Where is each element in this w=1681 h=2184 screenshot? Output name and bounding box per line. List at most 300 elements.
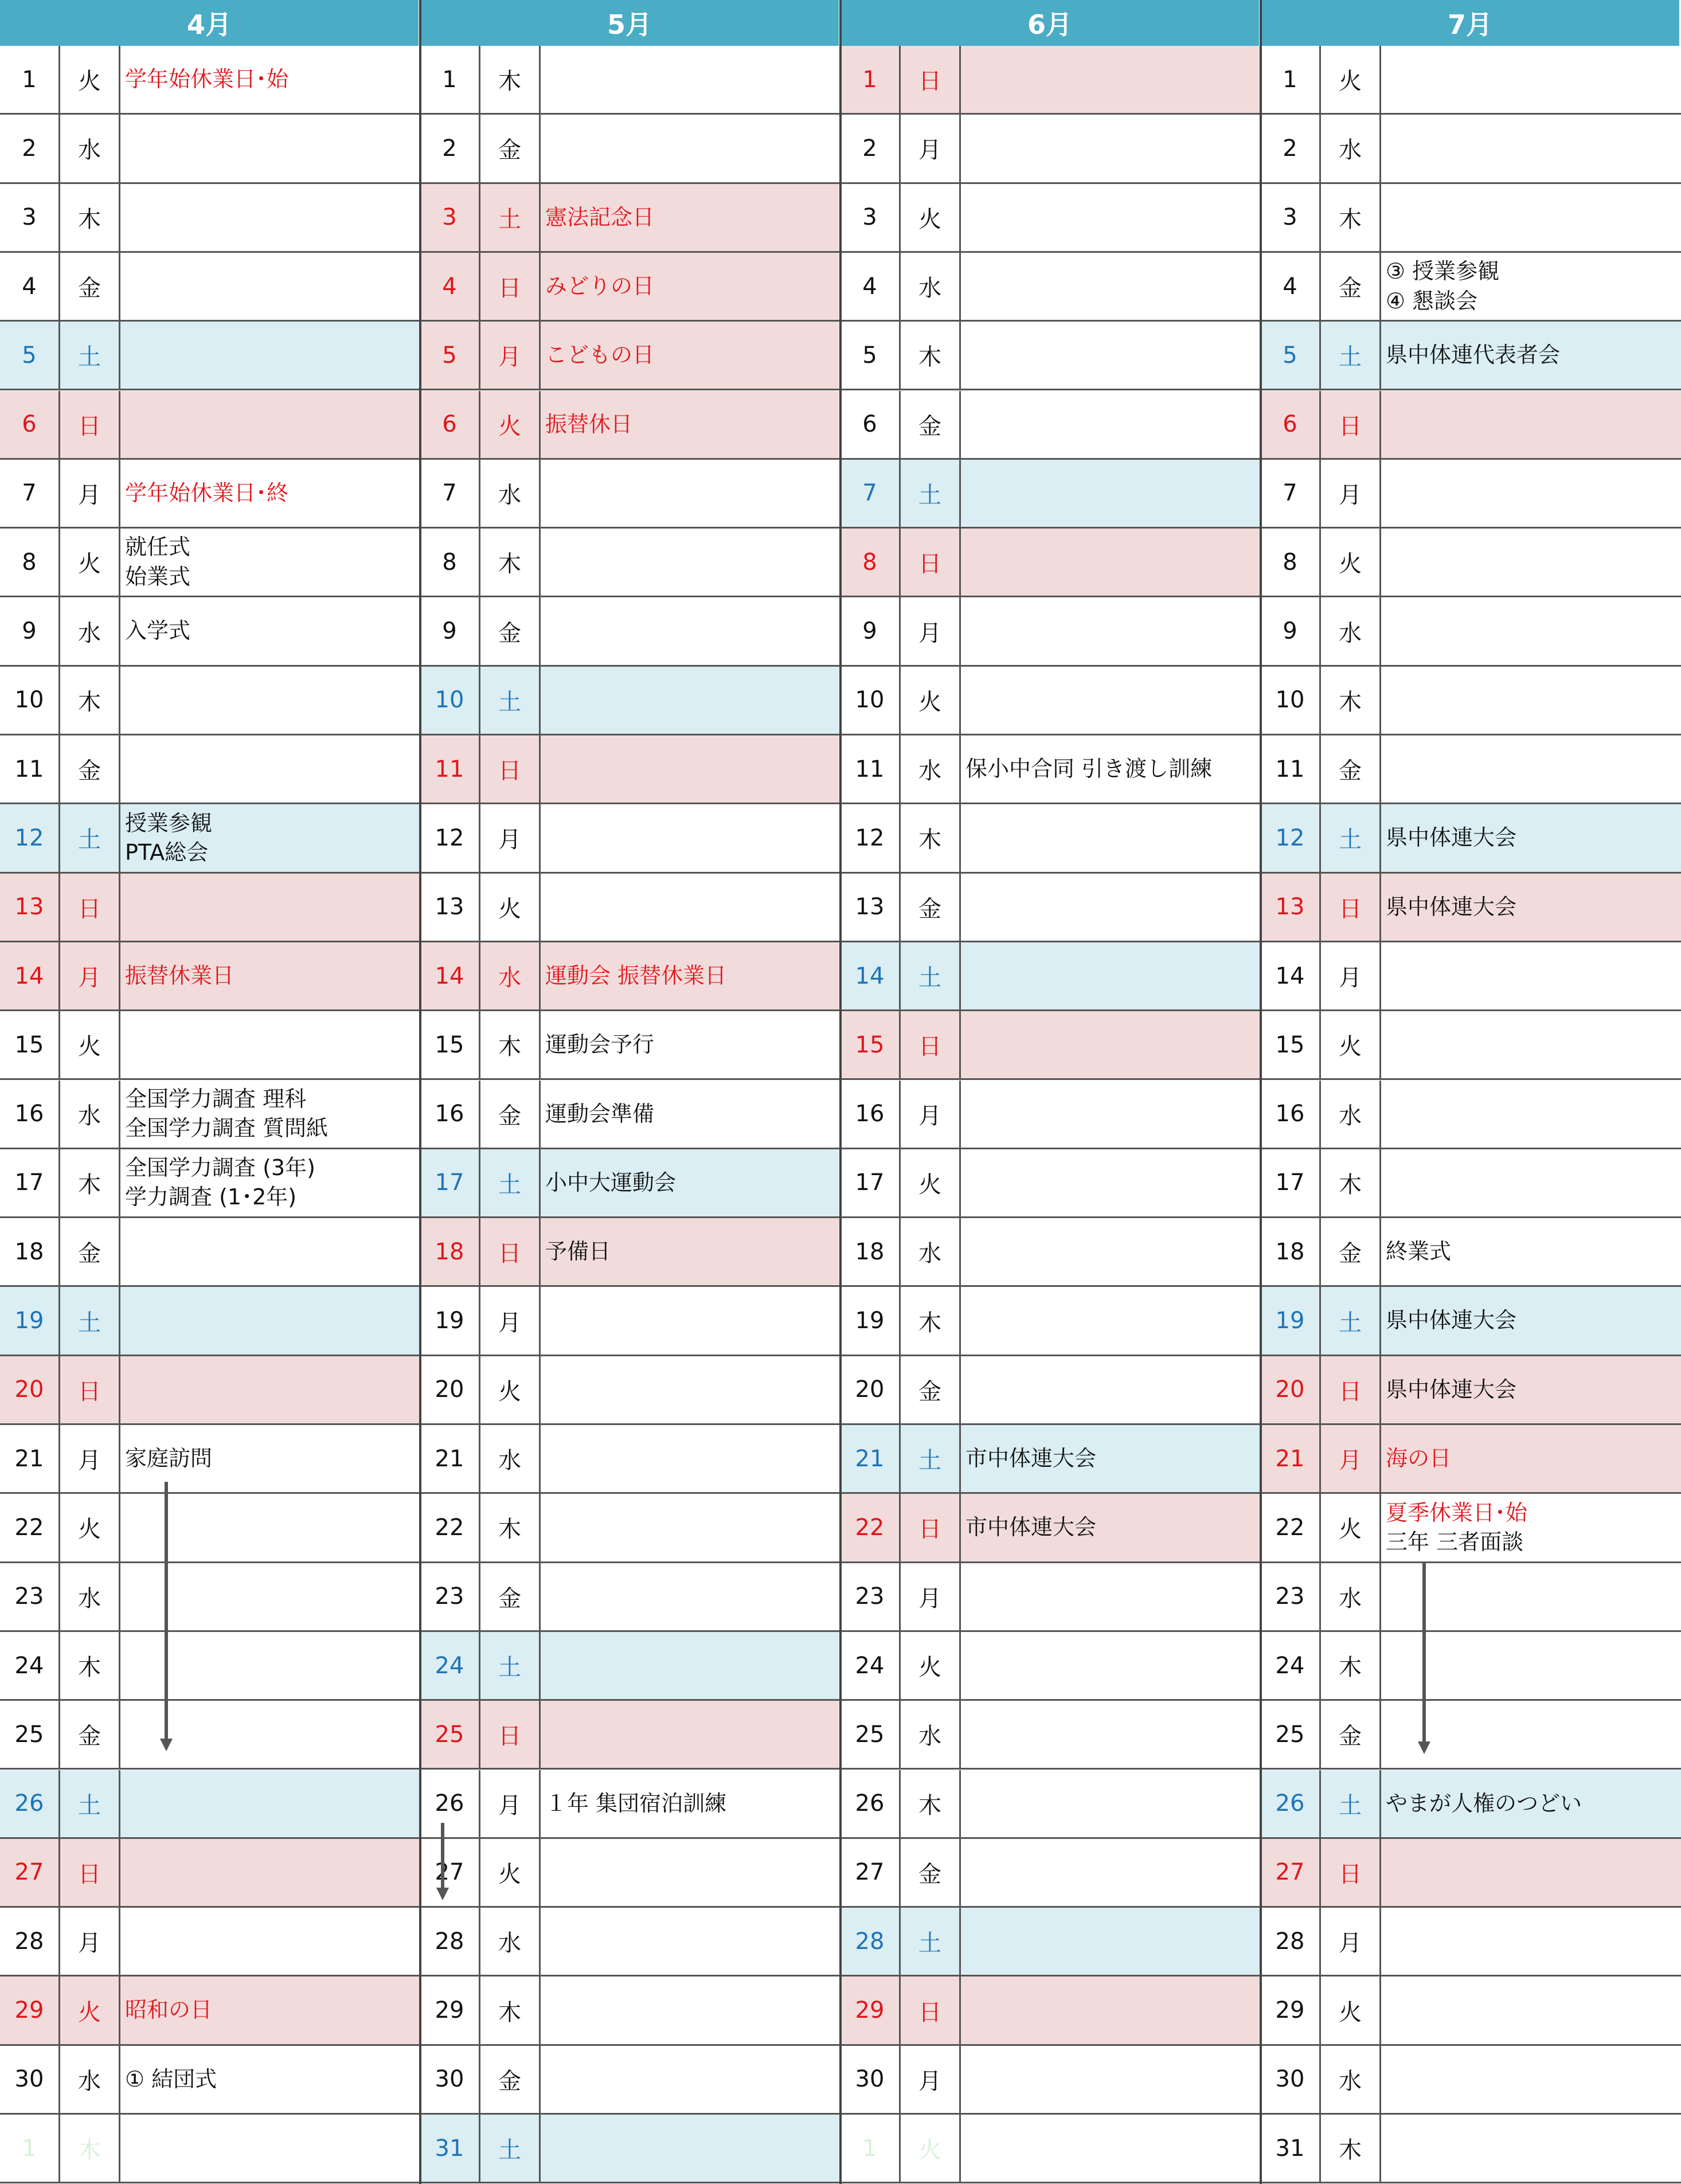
event-cell	[1381, 667, 1681, 734]
event-cell	[1381, 735, 1681, 803]
event-text: 県中体連大会	[1386, 1308, 1517, 1333]
weekday: 水	[60, 1563, 120, 1630]
weekday: 月	[60, 1425, 120, 1492]
day-number: 2	[1261, 115, 1321, 182]
event-cell	[541, 1081, 840, 1148]
event-text: やまが人権のつどい	[1386, 1790, 1582, 1816]
day-row	[840, 1908, 1261, 1976]
weekday: 水	[480, 942, 541, 1009]
day-row	[420, 253, 840, 322]
event-cell	[541, 2046, 840, 2113]
event-cell	[1381, 1425, 1681, 1492]
day-row	[0, 874, 420, 942]
day-row	[0, 804, 420, 873]
event-cell	[961, 1149, 1261, 1216]
weekday: 水	[1321, 1081, 1381, 1148]
event-cell	[541, 942, 840, 1009]
weekday: 火	[1321, 1976, 1381, 2044]
weekday: 金	[1321, 1701, 1381, 1768]
interview-arrow-icon	[1413, 1562, 1436, 1756]
event-cell	[1381, 460, 1681, 527]
weekday: 日	[1321, 874, 1381, 941]
day-row	[1261, 184, 1681, 253]
day-number: 2	[420, 115, 480, 182]
weekday: 木	[480, 46, 541, 113]
day-row	[1261, 804, 1681, 873]
event-cell	[541, 46, 840, 113]
day-number: 29	[1261, 1976, 1321, 2044]
event-text: みどりの日	[545, 273, 655, 299]
event-cell	[541, 1494, 840, 1561]
weekday: 火	[901, 1149, 961, 1216]
weekday: 土	[480, 2115, 541, 2182]
event-cell	[1381, 1494, 1681, 1561]
day-number: 30	[420, 2046, 480, 2113]
day-number: 15	[1261, 1011, 1321, 1078]
day-row	[420, 115, 840, 183]
event-text: 授業参観	[125, 810, 213, 836]
event-cell	[961, 1701, 1261, 1768]
weekday: 金	[901, 1839, 961, 1906]
day-row	[840, 804, 1261, 873]
day-row	[0, 1563, 420, 1632]
day-number: 21	[420, 1425, 480, 1492]
day-number: 15	[0, 1011, 60, 1078]
day-number: 5	[0, 322, 60, 389]
event-cell	[1381, 1770, 1681, 1837]
event-cell	[961, 184, 1261, 251]
day-row	[0, 391, 420, 460]
day-row	[840, 529, 1261, 597]
weekday: 金	[901, 874, 961, 941]
day-row	[0, 1839, 420, 1908]
event-cell	[120, 1839, 420, 1906]
day-row	[840, 391, 1261, 460]
event-cell	[120, 1149, 420, 1216]
day-row	[420, 1494, 840, 1563]
event-cell	[120, 1356, 420, 1423]
day-row	[420, 597, 840, 666]
day-row	[1261, 1770, 1681, 1839]
day-number: 11	[840, 735, 901, 803]
weekday: 火	[480, 391, 541, 458]
event-cell	[541, 874, 840, 941]
day-row	[420, 2115, 840, 2183]
weekday: 水	[480, 1908, 541, 1975]
weekday: 日	[901, 1494, 961, 1561]
event-text: 振替休業日	[125, 962, 234, 988]
day-row	[420, 391, 840, 460]
event-cell	[120, 1081, 420, 1148]
event-cell	[541, 1287, 840, 1354]
event-cell	[1381, 2046, 1681, 2113]
event-cell	[120, 597, 420, 664]
day-row	[0, 1011, 420, 1080]
training-arrow-icon	[431, 1823, 454, 1903]
day-row	[1261, 1632, 1681, 1701]
day-row	[420, 667, 840, 735]
weekday: 水	[1321, 1563, 1381, 1630]
weekday: 水	[901, 735, 961, 803]
day-row	[1261, 391, 1681, 460]
weekday: 木	[1321, 2115, 1381, 2182]
event-cell	[120, 322, 420, 389]
event-cell	[120, 115, 420, 182]
event-cell	[120, 529, 420, 596]
day-row	[840, 460, 1261, 529]
day-row	[1261, 1701, 1681, 1770]
day-row	[840, 1287, 1261, 1356]
day-row	[1261, 1149, 1681, 1218]
day-number: 1	[1261, 46, 1321, 113]
month-header: 7月	[1261, 0, 1681, 46]
day-number: 27	[420, 1839, 480, 1906]
day-number: 7	[840, 460, 901, 527]
day-row	[1261, 2115, 1681, 2183]
event-cell	[961, 874, 1261, 941]
event-cell	[961, 1839, 1261, 1906]
day-number: 4	[0, 253, 60, 320]
day-row	[420, 1218, 840, 1287]
day-row	[840, 1218, 1261, 1287]
event-cell	[1381, 322, 1681, 389]
day-row	[840, 2046, 1261, 2115]
day-row	[420, 804, 840, 873]
day-number: 3	[840, 184, 901, 251]
day-row	[0, 1770, 420, 1839]
day-row	[0, 1218, 420, 1287]
event-cell	[1381, 1287, 1681, 1354]
weekday: 金	[480, 115, 541, 182]
event-text: 昭和の日	[125, 1997, 213, 2023]
event-cell	[961, 1494, 1261, 1561]
day-number: 5	[840, 322, 901, 389]
weekday: 日	[60, 1839, 120, 1906]
day-row	[1261, 597, 1681, 666]
event-text: 学年始休業日･始	[125, 66, 289, 92]
month-header: 6月	[840, 0, 1261, 46]
weekday: 水	[60, 2046, 120, 2113]
day-number: 23	[1261, 1563, 1321, 1630]
day-number: 1	[840, 46, 901, 113]
day-row	[840, 46, 1261, 115]
event-text: 全国学力調査 質問紙	[125, 1116, 329, 1141]
day-row	[1261, 1839, 1681, 1908]
weekday: 水	[480, 1425, 541, 1492]
event-cell	[1381, 942, 1681, 1009]
day-row	[840, 1149, 1261, 1218]
weekday: 水	[480, 460, 541, 527]
day-row	[420, 1287, 840, 1356]
day-number: 17	[1261, 1149, 1321, 1216]
weekday: 月	[60, 460, 120, 527]
home-visit-arrow-icon	[155, 1482, 178, 1754]
event-cell	[541, 804, 840, 871]
day-number: 20	[0, 1356, 60, 1423]
event-text: ① 結団式	[125, 2066, 217, 2092]
weekday: 水	[1321, 115, 1381, 182]
event-cell	[541, 460, 840, 527]
day-number: 19	[420, 1287, 480, 1354]
day-row	[1261, 874, 1681, 942]
day-number: 3	[420, 184, 480, 251]
weekday: 木	[60, 667, 120, 734]
weekday: 日	[901, 1011, 961, 1078]
day-number: 19	[840, 1287, 901, 1354]
day-row	[840, 322, 1261, 390]
event-text: 家庭訪問	[125, 1446, 213, 1471]
event-cell	[541, 1908, 840, 1975]
day-row	[1261, 1563, 1681, 1632]
day-number: 16	[0, 1081, 60, 1148]
event-cell	[1381, 1149, 1681, 1216]
day-row	[840, 597, 1261, 666]
day-number: 17	[420, 1149, 480, 1216]
day-row	[840, 1425, 1261, 1494]
day-number: 2	[0, 115, 60, 182]
day-number: 17	[840, 1149, 901, 1216]
day-row	[840, 1701, 1261, 1770]
event-cell	[1381, 1908, 1681, 1975]
day-row	[420, 735, 840, 804]
event-cell	[120, 2046, 420, 2113]
day-row	[420, 1149, 840, 1218]
weekday: 金	[480, 597, 541, 664]
day-number: 25	[1261, 1701, 1321, 1768]
event-text: ③ 授業参観	[1386, 259, 1500, 284]
weekday: 月	[901, 597, 961, 664]
day-row	[420, 1976, 840, 2045]
weekday: 金	[60, 1218, 120, 1285]
day-number: 18	[1261, 1218, 1321, 1285]
day-number: 2	[840, 115, 901, 182]
event-cell	[961, 597, 1261, 664]
day-number: 29	[420, 1976, 480, 2044]
weekday: 月	[901, 2046, 961, 2113]
event-cell	[541, 115, 840, 182]
day-number: 7	[420, 460, 480, 527]
event-cell	[541, 1632, 840, 1699]
event-cell	[1381, 874, 1681, 941]
event-cell	[541, 391, 840, 458]
event-cell	[541, 253, 840, 320]
day-row	[1261, 1908, 1681, 1976]
event-cell	[541, 184, 840, 251]
day-number: 1	[0, 46, 60, 113]
weekday: 木	[901, 804, 961, 871]
weekday: 月	[480, 322, 541, 389]
day-number: 11	[1261, 735, 1321, 803]
event-text: 市中体連大会	[965, 1446, 1097, 1471]
day-row	[0, 253, 420, 322]
month-column	[840, 0, 1261, 2184]
day-number: 21	[0, 1425, 60, 1492]
day-number: 31	[420, 2115, 480, 2182]
day-number: 13	[1261, 874, 1321, 941]
day-number: 7	[0, 460, 60, 527]
weekday: 水	[60, 1081, 120, 1148]
day-row	[1261, 667, 1681, 735]
weekday: 月	[480, 1770, 541, 1837]
weekday: 木	[1321, 184, 1381, 251]
weekday: 土	[480, 1632, 541, 1699]
weekday: 火	[60, 46, 120, 113]
event-cell	[120, 391, 420, 458]
day-row	[420, 942, 840, 1011]
weekday: 日	[901, 46, 961, 113]
weekday: 火	[901, 184, 961, 251]
day-row	[420, 1908, 840, 1976]
day-number: 18	[420, 1218, 480, 1285]
weekday: 水	[60, 597, 120, 664]
day-number: 13	[840, 874, 901, 941]
event-cell	[541, 1356, 840, 1423]
weekday: 木	[1321, 667, 1381, 734]
weekday: 土	[480, 667, 541, 734]
day-row	[840, 667, 1261, 735]
event-text: こどもの日	[545, 342, 655, 368]
day-number: 24	[0, 1632, 60, 1699]
event-cell	[961, 1563, 1261, 1630]
day-row	[840, 115, 1261, 183]
weekday: 日	[480, 253, 541, 320]
event-cell	[961, 1081, 1261, 1148]
event-text: 市中体連大会	[965, 1514, 1097, 1540]
event-cell	[120, 874, 420, 941]
day-number: 4	[840, 253, 901, 320]
day-row	[420, 322, 840, 390]
event-text: 三年 三者面談	[1386, 1529, 1524, 1555]
day-number: 21	[1261, 1425, 1321, 1492]
event-cell	[541, 1976, 840, 2044]
day-row	[0, 322, 420, 390]
weekday: 金	[60, 1701, 120, 1768]
day-number: 22	[1261, 1494, 1321, 1561]
event-cell	[120, 1908, 420, 1975]
day-number: 18	[0, 1218, 60, 1285]
event-cell	[541, 1839, 840, 1906]
day-row	[840, 184, 1261, 253]
day-number: 22	[420, 1494, 480, 1561]
weekday: 木	[480, 1976, 541, 2044]
day-row	[840, 1356, 1261, 1425]
event-cell	[120, 804, 420, 871]
weekday: 火	[901, 1632, 961, 1699]
weekday: 月	[60, 942, 120, 1009]
day-row	[840, 942, 1261, 1011]
day-row	[1261, 735, 1681, 804]
day-number: 1	[0, 2115, 60, 2182]
weekday: 月	[901, 1563, 961, 1630]
day-number: 31	[1261, 2115, 1321, 2182]
event-text: 予備日	[545, 1239, 611, 1265]
day-number: 4	[1261, 253, 1321, 320]
weekday: 火	[1321, 1494, 1381, 1561]
weekday: 土	[60, 322, 120, 389]
event-cell	[120, 253, 420, 320]
day-number: 24	[1261, 1632, 1321, 1699]
event-text: 終業式	[1386, 1239, 1452, 1265]
weekday: 土	[60, 804, 120, 871]
day-number: 7	[1261, 460, 1321, 527]
day-number: 1	[840, 2115, 901, 2182]
event-cell	[1381, 2115, 1681, 2182]
day-number: 27	[1261, 1839, 1321, 1906]
day-row	[840, 874, 1261, 942]
day-row	[840, 735, 1261, 804]
weekday: 土	[60, 1287, 120, 1354]
day-row	[0, 1081, 420, 1149]
day-number: 19	[0, 1287, 60, 1354]
day-row	[0, 529, 420, 597]
day-row	[420, 1770, 840, 1839]
day-row	[1261, 115, 1681, 183]
day-number: 25	[840, 1701, 901, 1768]
day-number: 10	[1261, 667, 1321, 734]
event-cell	[961, 1908, 1261, 1975]
weekday: 日	[480, 735, 541, 803]
weekday: 火	[901, 667, 961, 734]
event-text: 学年始休業日･終	[125, 480, 289, 506]
day-row	[1261, 1287, 1681, 1356]
day-row	[0, 735, 420, 804]
day-row	[420, 460, 840, 529]
day-row	[420, 529, 840, 597]
event-cell	[541, 1770, 840, 1837]
event-cell	[961, 46, 1261, 113]
event-cell	[541, 1563, 840, 1630]
day-number: 24	[840, 1632, 901, 1699]
day-number: 29	[840, 1976, 901, 2044]
weekday: 日	[480, 1701, 541, 1768]
day-number: 6	[1261, 391, 1321, 458]
weekday: 日	[60, 391, 120, 458]
event-text: 就任式	[125, 534, 191, 560]
day-number: 27	[0, 1839, 60, 1906]
weekday: 日	[901, 529, 961, 596]
event-cell	[541, 1425, 840, 1492]
event-text: 学力調査 (1･2年)	[125, 1184, 297, 1210]
day-number: 15	[420, 1011, 480, 1078]
day-row	[0, 460, 420, 529]
event-cell	[1381, 1011, 1681, 1078]
day-row	[1261, 1356, 1681, 1425]
weekday: 日	[60, 874, 120, 941]
day-row	[0, 1494, 420, 1563]
day-row	[1261, 1081, 1681, 1149]
day-row	[420, 46, 840, 115]
day-row	[1261, 253, 1681, 322]
day-row	[420, 1356, 840, 1425]
weekday: 土	[60, 1770, 120, 1837]
day-number: 10	[0, 667, 60, 734]
event-text: 全国学力調査 理科	[125, 1086, 307, 1111]
weekday: 月	[480, 804, 541, 871]
weekday: 金	[901, 391, 961, 458]
event-cell	[961, 2115, 1261, 2182]
weekday: 土	[901, 1908, 961, 1975]
weekday: 木	[901, 1770, 961, 1837]
day-number: 30	[0, 2046, 60, 2113]
weekday: 土	[1321, 1287, 1381, 1354]
event-cell	[961, 942, 1261, 1009]
weekday: 月	[1321, 1908, 1381, 1975]
event-cell	[120, 1011, 420, 1078]
day-row	[420, 1632, 840, 1701]
day-number: 16	[420, 1081, 480, 1148]
day-row	[1261, 1976, 1681, 2045]
day-number: 26	[1261, 1770, 1321, 1837]
